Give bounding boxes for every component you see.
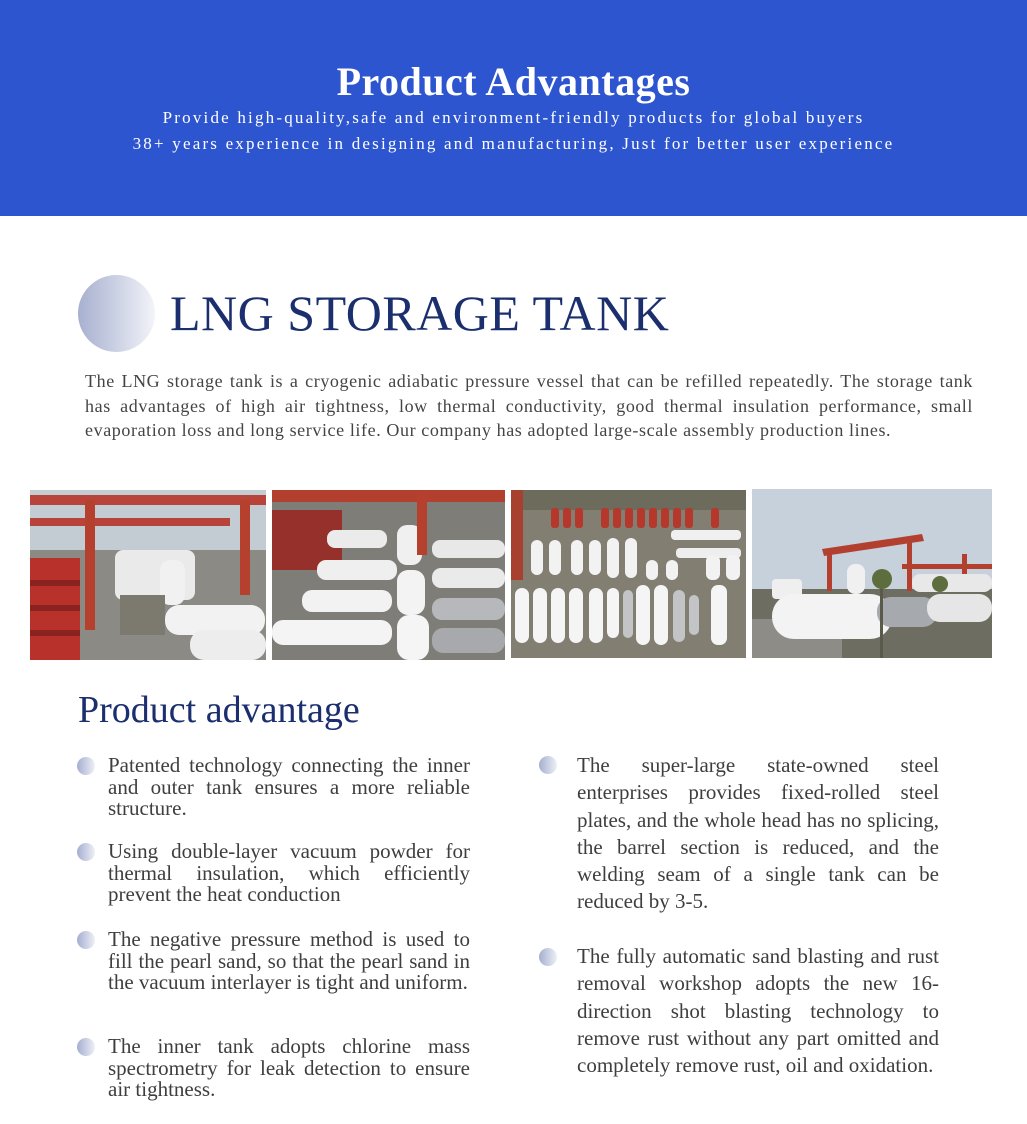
sphere-decoration-icon xyxy=(78,275,155,352)
advantage-item: The negative pressure method is used to fill the pearl sand, so that the pearl sand in the vacuum interlayer is tight and uniform. xyxy=(108,927,470,994)
banner-title: Product Advantages xyxy=(336,59,691,104)
factory-photo-3 xyxy=(511,490,746,658)
bullet-icon xyxy=(77,1038,95,1056)
product-description: The LNG storage tank is a cryogenic adiabatic pressure vessel that can be refilled repeatedly. The storage tank has advantages of high air tightness, low thermal conductivity, good thermal insulation performance, small evaporation loss and long service life. Our company has adopted large-scale assembly production lines. xyxy=(85,371,973,440)
advantage-item: The fully automatic sand blasting and rust removal workshop adopts the new 16-direction shot blasting technology to remove rust without any part omitted and completely remove rust, oil and oxidation. xyxy=(577,944,939,1078)
advantage-item: The inner tank adopts chlorine mass spectrometry for leak detection to ensure air tightness. xyxy=(108,1034,470,1101)
banner-subtitle-2: 38+ years experience in designing and manufacturing, Just for better user experience xyxy=(132,134,895,153)
factory-photo-2 xyxy=(272,490,505,660)
bullet-icon xyxy=(77,931,95,949)
advantage-item: Patented technology connecting the inner and outer tank ensures a more reliable structure. xyxy=(108,753,470,820)
advantage-item: The super-large state-owned steel enterprises provides fixed-rolled steel plates, and the whole head has no splicing, the barrel section is reduced, and the welding seam of a single tank can be reduced by 3-5. xyxy=(577,753,939,914)
factory-photo-1 xyxy=(30,490,266,660)
bullet-icon xyxy=(539,756,557,774)
banner-subtitle-1: Provide high-quality,safe and environment-friendly products for global buyers xyxy=(162,108,865,127)
product-title: LNG STORAGE TANK xyxy=(170,285,670,341)
bullet-icon xyxy=(539,948,557,966)
bullet-icon xyxy=(77,757,95,775)
advantages-title: Product advantage xyxy=(78,689,360,731)
header-banner xyxy=(0,0,1027,216)
bullet-icon xyxy=(77,843,95,861)
factory-photo-4 xyxy=(752,489,992,658)
advantage-item: Using double-layer vacuum powder for thermal insulation, which efficiently prevent the heat conduction xyxy=(108,839,470,906)
